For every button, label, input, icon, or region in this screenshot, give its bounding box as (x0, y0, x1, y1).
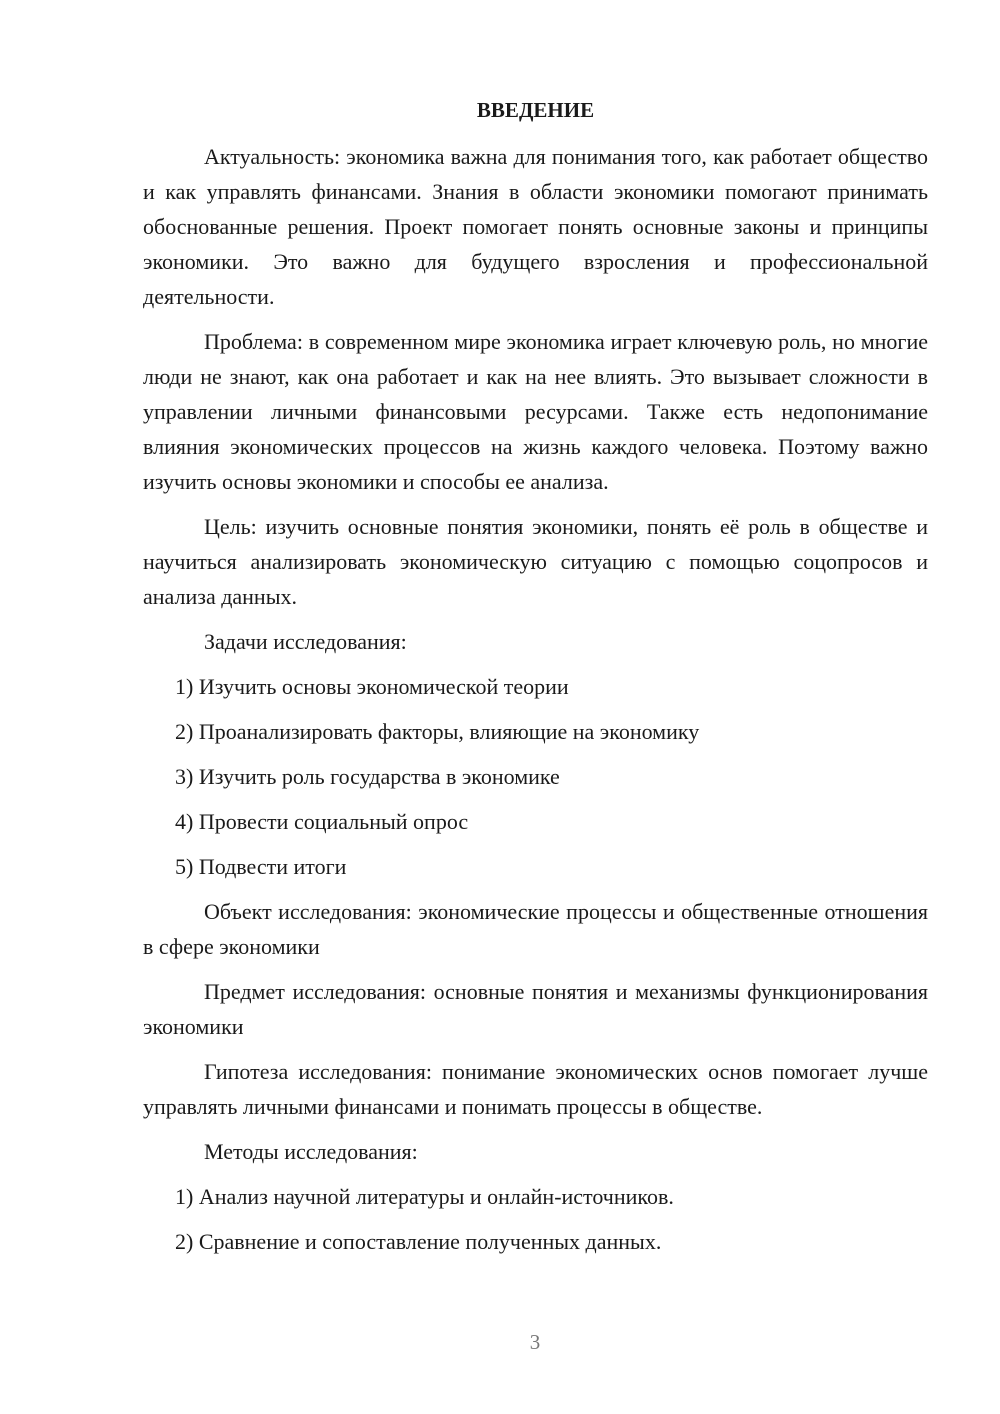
goal-paragraph: Цель: изучить основные понятия экономики, понять её роль в обществе и научиться анализировать экономическую ситуацию с помощью соцопросов и анализа данных. (143, 514, 928, 609)
subject-paragraph: Предмет исследования: основные понятия и механизмы функционирования экономики (143, 979, 928, 1039)
document-page (143, 96, 928, 1269)
task-item: 5) Подвести итоги (175, 854, 347, 879)
task-item: 4) Провести социальный опрос (175, 809, 469, 834)
relevance-paragraph: Актуальность: экономика важна для понимания того, как работает общество и как управлять финансами. Знания в области экономики помогают принимать обоснованные решения. Проект помогает понять основные законы и принципы экономики. Это важно для будущего взросления и профессиональной деятельности. (143, 144, 928, 309)
problem-paragraph: Проблема: в современном мире экономика играет ключевую роль, но многие люди не знают, как она работает и как на нее влиять. Это вызывает сложности в управлении личными финансовыми ресурсами. Также есть недопонимание влияния экономических процессов на жизнь каждого человека. Поэтому важно изучить основы экономики и способы ее анализа. (143, 329, 928, 494)
hypothesis-paragraph: Гипотеза исследования: понимание экономических основ помогает лучше управлять личными финансами и понимать процессы в обществе. (143, 1059, 928, 1119)
methods-label: Методы исследования: (204, 1139, 418, 1164)
object-paragraph: Объект исследования: экономические процессы и общественные отношения в сфере экономики (143, 899, 928, 959)
task-item: 3) Изучить роль государства в экономике (175, 764, 560, 789)
page-number: 3 (529, 1330, 541, 1354)
task-item: 2) Проанализировать факторы, влияющие на экономику (175, 719, 700, 744)
method-item: 2) Сравнение и сопоставление полученных данных. (175, 1229, 662, 1254)
tasks-list (143, 669, 928, 884)
method-item: 1) Анализ научной литературы и онлайн-источников. (175, 1184, 674, 1209)
tasks-label: Задачи исследования: (204, 629, 407, 654)
methods-list (143, 1179, 928, 1259)
task-item: 1) Изучить основы экономической теории (175, 674, 569, 699)
page-title: ВВЕДЕНИЕ (476, 98, 595, 122)
